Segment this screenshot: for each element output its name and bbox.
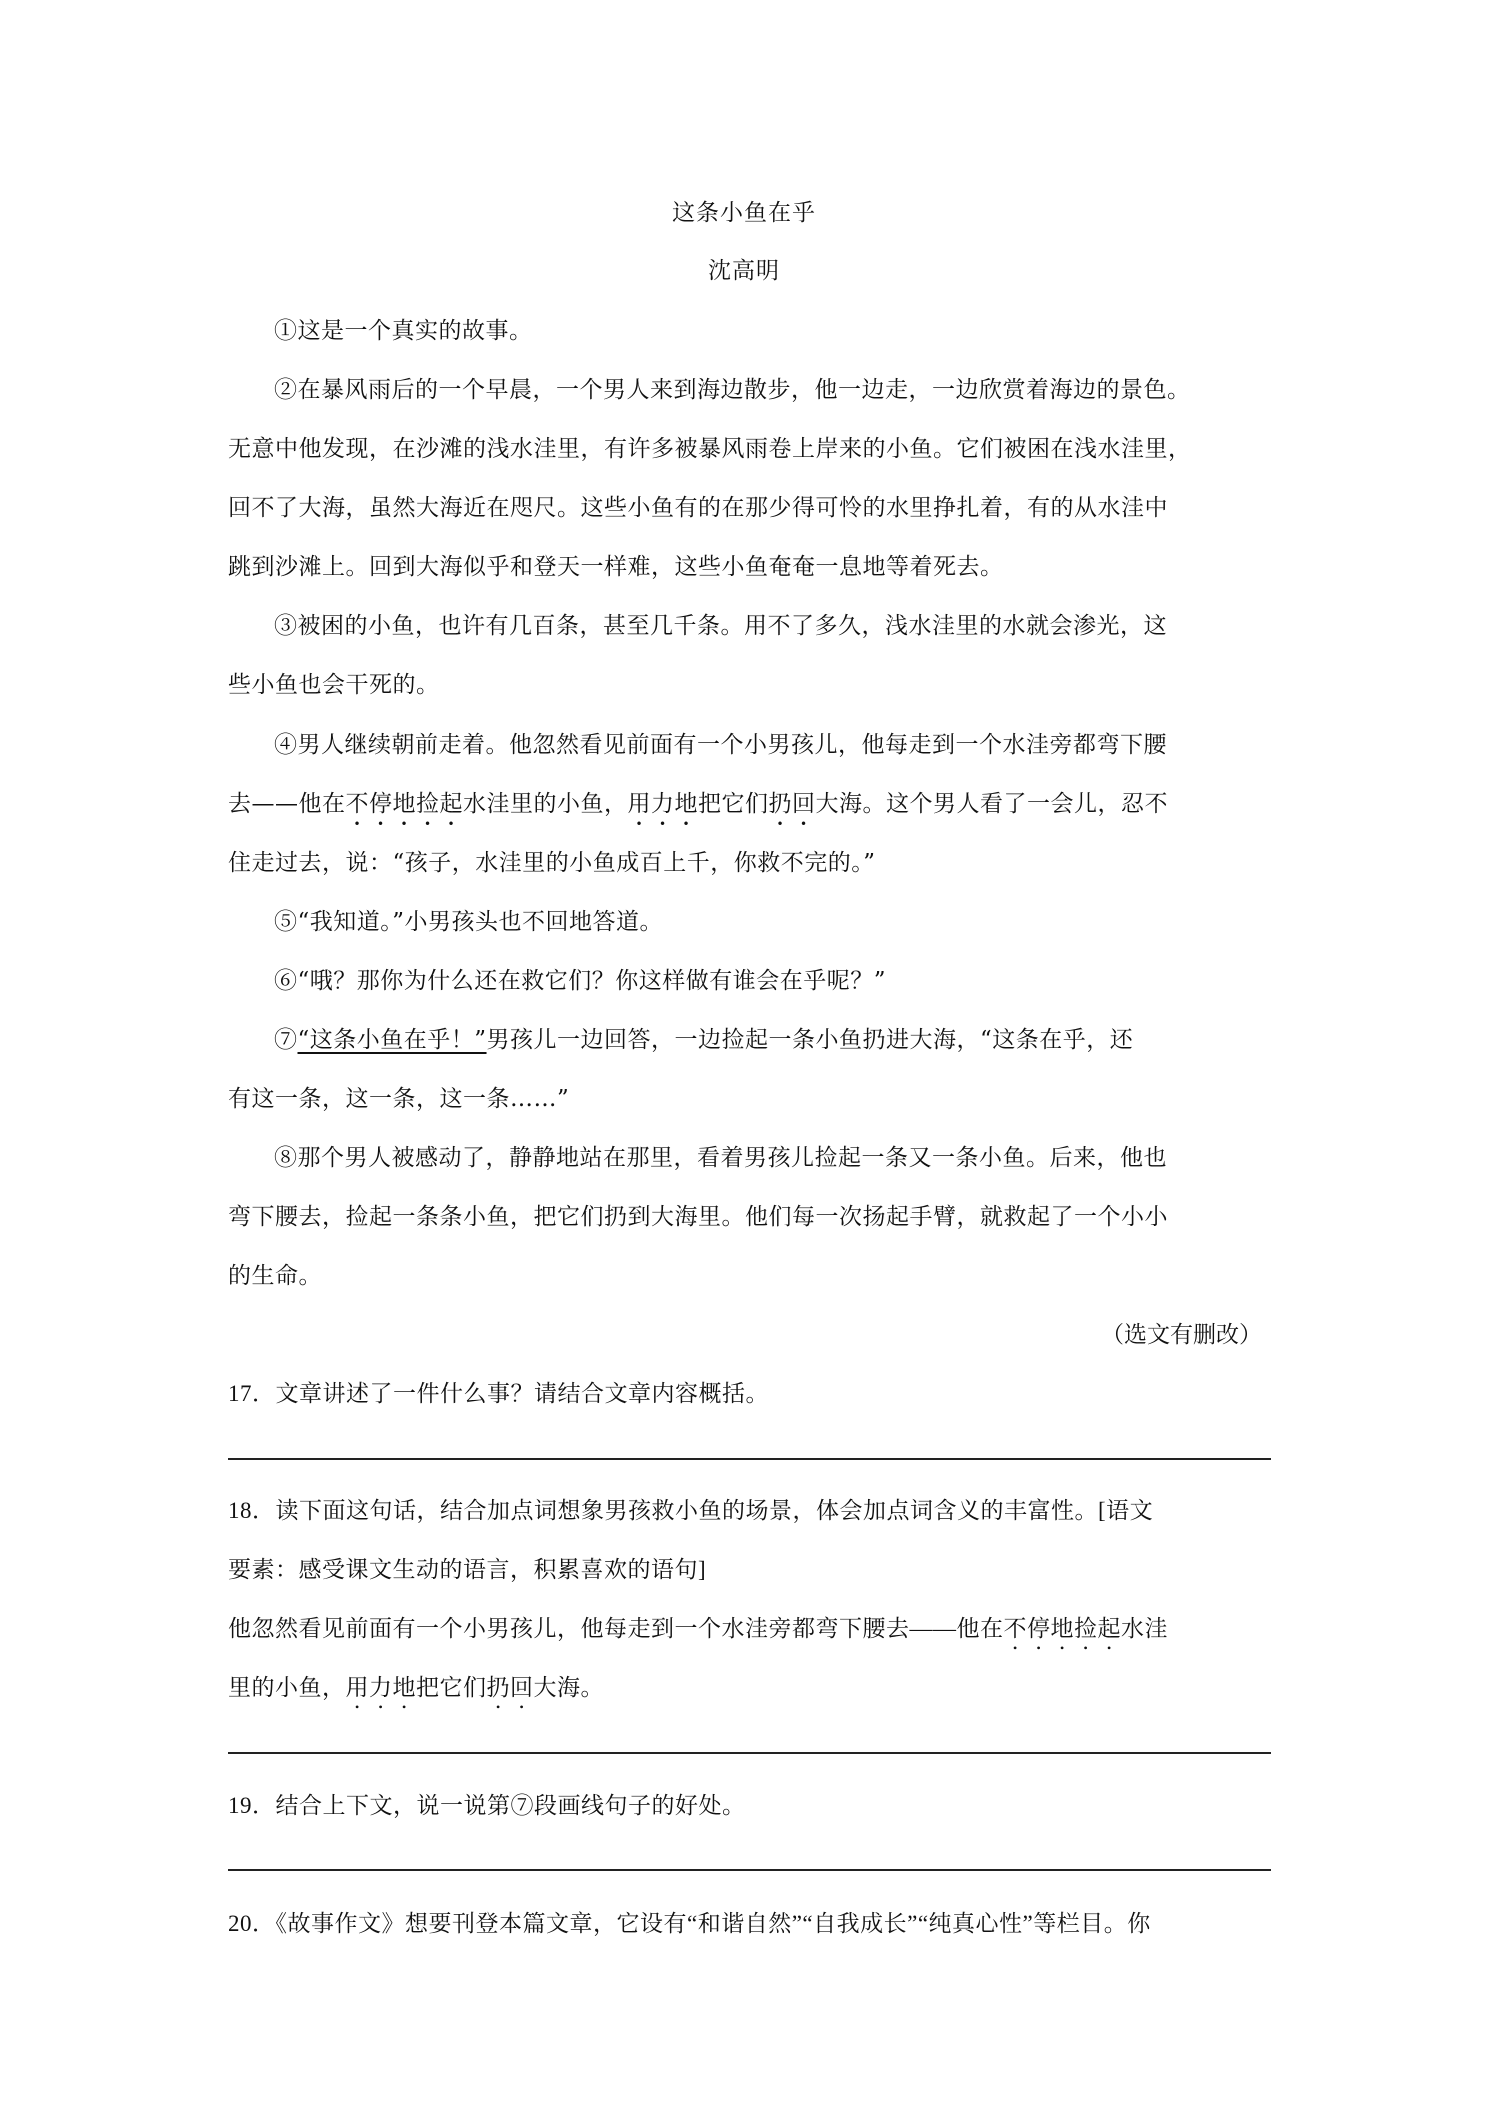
q18-quote-text-c: 里的小鱼， (228, 1675, 346, 1700)
p4-dotted-word-1: 不停地捡起 (345, 791, 463, 817)
question-18-line-1: 18．读下面这句话，结合加点词想象男孩救小鱼的场景，体会加点词含义的丰富性。[语文 (228, 1498, 1154, 1523)
p4-text-d: 大海。这个男人看了一会儿，忍不 (815, 791, 1168, 817)
paragraph-2-line-2: 无意中他发现，在沙滩的浅水洼里，有许多被暴风雨卷上岸来的小鱼。它们被困在浅水洼里， (228, 436, 1192, 462)
paragraph-2-line-4: 跳到沙滩上。回到大海似乎和登天一样难，这些小鱼奄奄一息地等着死去。 (228, 554, 1004, 580)
question-18-quote-line-2 (228, 1669, 604, 1714)
paragraph-4-line-1: ④男人继续朝前走着。他忽然看见前面有一个小男孩儿，他每走到一个水洼旁都弯下腰 (274, 732, 1167, 758)
paragraph-1: ①这是一个真实的故事。 (274, 318, 533, 344)
question-17: 17．文章讲述了一件什么事？请结合文章内容概括。 (228, 1381, 769, 1406)
q18-dotted-word-1: 不停地捡起 (1003, 1616, 1121, 1641)
q18-dotted-word-2: 用力地 (345, 1675, 416, 1700)
q18-dotted-word-3: 扔回 (486, 1675, 534, 1700)
paragraph-7-line-2: 有这一条，这一条，这一条……” (228, 1086, 570, 1112)
p4-dotted-word-2: 用力地 (627, 791, 698, 817)
p7-underlined-sentence: “这条小鱼在乎！” (297, 1027, 487, 1053)
paragraph-6: ⑥“哦？那你为什么还在救它们？你这样做有谁会在乎呢？” (274, 968, 887, 994)
q18-quote-text-d: 把它们 (416, 1675, 487, 1700)
paragraph-5: ⑤“我知道。”小男孩头也不回地答道。 (274, 909, 664, 935)
p4-text-b: 水洼里的小鱼， (463, 791, 628, 817)
q18-quote-text-a: 他忽然看见前面有一个小男孩儿，他每走到一个水洼旁都弯下腰去——他在 (228, 1616, 1004, 1641)
question-18-quote-line-1 (228, 1610, 1168, 1655)
question-20: 20．《故事作文》想要刊登本篇文章，它设有“和谐自然”“自我成长”“纯真心性”等栏目。你 (228, 1911, 1151, 1936)
paragraph-4-line-3: 住走过去，说：“孩子，水洼里的小鱼成百上千，你救不完的。” (228, 850, 876, 876)
paragraph-8-line-3: 的生命。 (228, 1263, 322, 1289)
p7-rest: 男孩儿一边回答，一边捡起一条小鱼扔进大海，“这条在乎，还 (486, 1027, 1134, 1053)
answer-line-18[interactable] (228, 1752, 1271, 1754)
paragraph-3-line-1: ③被困的小鱼，也许有几百条，甚至几千条。用不了多久，浅水洼里的水就会渗光，这 (274, 613, 1167, 639)
article-author: 沈高明 (708, 258, 780, 284)
paragraph-7-line-1 (274, 1021, 1133, 1054)
p4-text-a: 去——他在 (228, 791, 346, 817)
p4-dotted-word-3: 扔回 (768, 791, 816, 817)
p7-number: ⑦ (274, 1027, 298, 1053)
q18-quote-text-e: 大海。 (533, 1675, 604, 1700)
article-title: 这条小鱼在乎 (672, 200, 816, 226)
paragraph-8-line-2: 弯下腰去，捡起一条条小鱼，把它们扔到大海里。他们每一次扬起手臂，就救起了一个小小 (228, 1204, 1168, 1230)
paragraph-4-line-2 (228, 785, 1168, 831)
source-note: （选文有删改） (1101, 1322, 1262, 1348)
paragraph-2-line-3: 回不了大海，虽然大海近在咫尺。这些小鱼有的在那少得可怜的水里挣扎着，有的从水洼中 (228, 495, 1168, 521)
question-18-line-2: 要素：感受课文生动的语言，积累喜欢的语句] (228, 1557, 707, 1582)
paragraph-2-line-1: ②在暴风雨后的一个早晨，一个男人来到海边散步，他一边走，一边欣赏着海边的景色。 (274, 377, 1191, 403)
paragraph-8-line-1: ⑧那个男人被感动了，静静地站在那里，看着男孩儿捡起一条又一条小鱼。后来，他也 (274, 1145, 1167, 1171)
answer-line-19[interactable] (228, 1869, 1271, 1871)
q18-quote-text-b: 水洼 (1121, 1616, 1168, 1641)
p4-text-c: 把它们 (698, 791, 769, 817)
question-19: 19．结合上下文，说一说第⑦段画线句子的好处。 (228, 1793, 746, 1818)
answer-line-17[interactable] (228, 1458, 1271, 1460)
paragraph-3-line-2: 些小鱼也会干死的。 (228, 672, 440, 698)
